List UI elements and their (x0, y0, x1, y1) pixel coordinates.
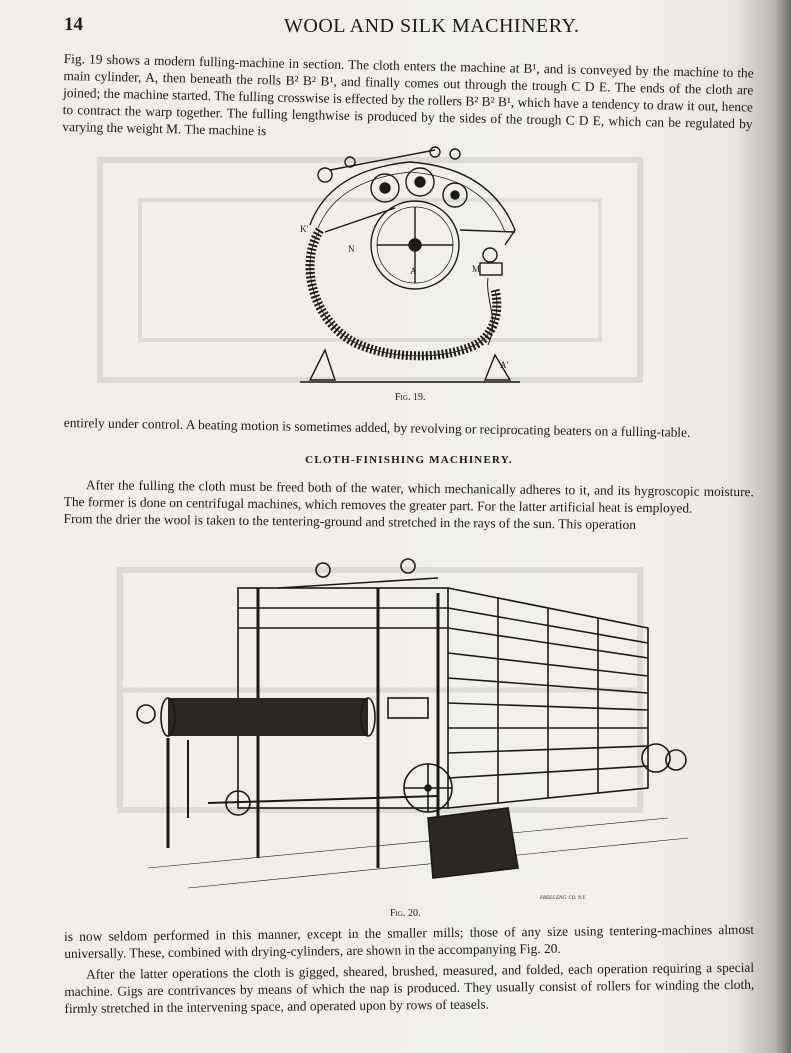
figure-19-fulling-machine (290, 140, 530, 390)
fig20-engraver-credit: FREES ENG. CO. N.Y. (540, 896, 587, 901)
section-heading-cloth-finishing: CLOTH-FINISHING MACHINERY. (305, 454, 513, 466)
paragraph-gigs: After the latter operations the cloth is gigged, sheared, brushed, measured, and folded, each operation requiring a special machine. Gigs are contrivances by means of which the nap is produced. They usually consist of rollers for winding the cloth, firmly stretched in the intervening space, and operated upon by rows of teasels. (64, 959, 755, 1016)
paragraph-tentering-machines: is now seldom performed in this manner, except in the smaller mills; those of any size using tentering-machines almost universally. These, combined with drying-cylinders, are shown in the accompanying Fig. 20. (64, 921, 755, 961)
paragraph-drying (63, 476, 753, 534)
fig19-label-K-prime: K' (300, 224, 309, 234)
paragraph-fulling-machine: Fig. 19 shows a modern fulling-machine in section. The cloth enters the machine at B¹, and is conveyed by the machine to the main cylinder, A, then beneath the rolls B² B² B¹, and finally comes out through the trough C D E. The ends of the cloth are joined; the machine started. The fulling crosswise is effected by the rollers B² B² B¹, which have a tendency to draw it out, hence to contract the warp together. The fulling lengthwise is produced by the sides of the trough C D E, which can be regulated by varying the weight M. The machine is (62, 50, 754, 139)
fig19-label-A: A (410, 266, 417, 276)
figure-19-caption: Fig. 19. (395, 392, 426, 403)
paragraph-control: entirely under control. A beating motion is sometimes added, by revolving or reciprocating beaters on a fulling-table. (63, 414, 691, 440)
paragraph-tentering-text: From the drier the wool is taken to the tentering-ground and stretched in the rays of the sun. This operation (63, 510, 637, 532)
running-head: WOOL AND SILK MACHINERY. (284, 15, 580, 37)
fig19-label-A-prime: A' (500, 360, 509, 370)
page-number: 14 (64, 14, 83, 35)
figure-20-caption: Fig. 20. (390, 908, 421, 919)
fig19-label-N: N (348, 244, 355, 254)
page-header (64, 14, 754, 44)
fig19-label-M: M (472, 264, 481, 274)
paragraph-drying-text: After the fulling the cloth must be freed both of the water, which mechanically adheres to it, and its hygroscopic moisture. The former is done on centrifugal machines, which removes the greater part. For the latter artificial heat is employed. (63, 477, 754, 516)
figure-20-tentering-machine (128, 548, 688, 903)
